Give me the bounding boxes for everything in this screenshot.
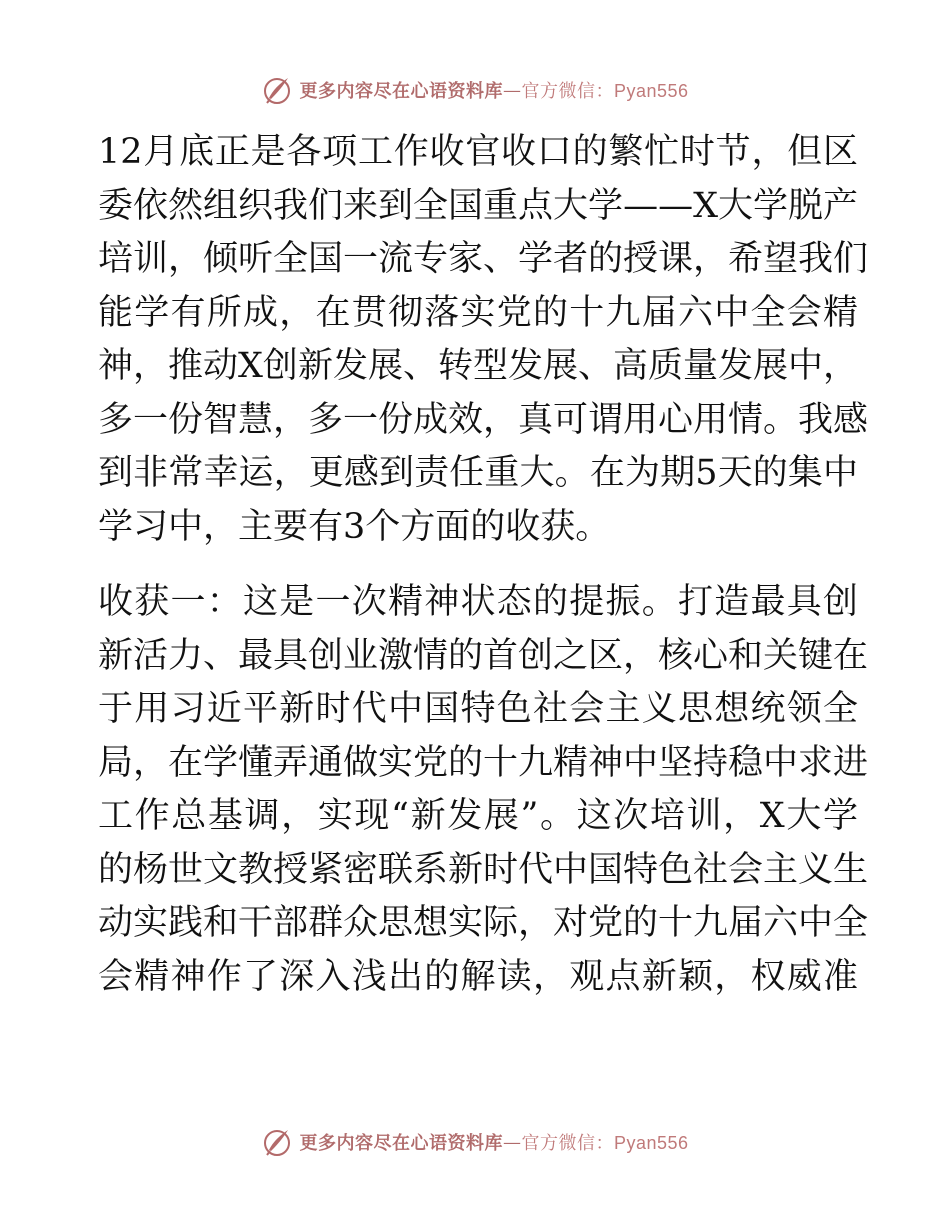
text-line: 能学有所成，在贯彻落实党的十九届六中全会精	[98, 292, 858, 333]
text-line: 收获一：这是一次精神状态的提振。打造最具创	[98, 582, 858, 622]
paragraph-gap	[98, 554, 858, 576]
text-line: 到非常幸运，更感到责任重大。在为期5天的集中	[98, 453, 858, 493]
quill-logo-icon	[261, 74, 293, 106]
watermark-contact: 官方微信：Pyan556	[521, 1133, 689, 1153]
watermark-text: 更多内容尽在心语资料库	[299, 1133, 503, 1154]
text-line: 工作总基调，实现“新发展”。这次培训，X大学	[98, 796, 858, 836]
watermark-separator: —	[502, 79, 522, 101]
watermark-text: 更多内容尽在心语资料库	[299, 81, 503, 102]
text-line: 学习中，主要有3个方面的收获。	[98, 506, 611, 547]
text-line: 动实践和干部群众思想实际，对党的十九届六中全	[98, 903, 869, 943]
watermark-contact: 官方微信：Pyan556	[521, 81, 689, 101]
text-line: 新活力、最具创业激情的首创之区，核心和关键在	[98, 635, 869, 676]
document-body	[98, 126, 869, 1004]
paragraph	[98, 126, 869, 554]
text-line: 会精神作了深入浅出的解读，观点新颖，权威准	[98, 956, 858, 997]
watermark-footer	[0, 1122, 950, 1162]
text-line: 培训，倾听全国一流专家、学者的授课，希望我们	[98, 239, 869, 279]
watermark-header	[0, 70, 950, 110]
text-line: 神，推动X创新发展、转型发展、高质量发展中，	[98, 346, 858, 386]
text-line: 于用习近平新时代中国特色社会主义思想统领全	[98, 689, 858, 729]
text-line: 的杨世文教授紧密联系新时代中国特色社会主义生	[98, 849, 869, 890]
quill-logo-icon	[261, 1126, 293, 1158]
paragraph	[98, 576, 869, 1004]
text-line: 局，在学懂弄通做实党的十九精神中坚持稳中求进	[98, 742, 869, 783]
text-line: 多一份智慧，多一份成效，真可谓用心用情。我感	[98, 399, 869, 440]
text-line: 12月底正是各项工作收官收口的繁忙时节，但区	[98, 132, 858, 172]
text-line: 委依然组织我们来到全国重点大学——X大学脱产	[98, 185, 858, 226]
watermark-separator: —	[502, 1131, 522, 1153]
